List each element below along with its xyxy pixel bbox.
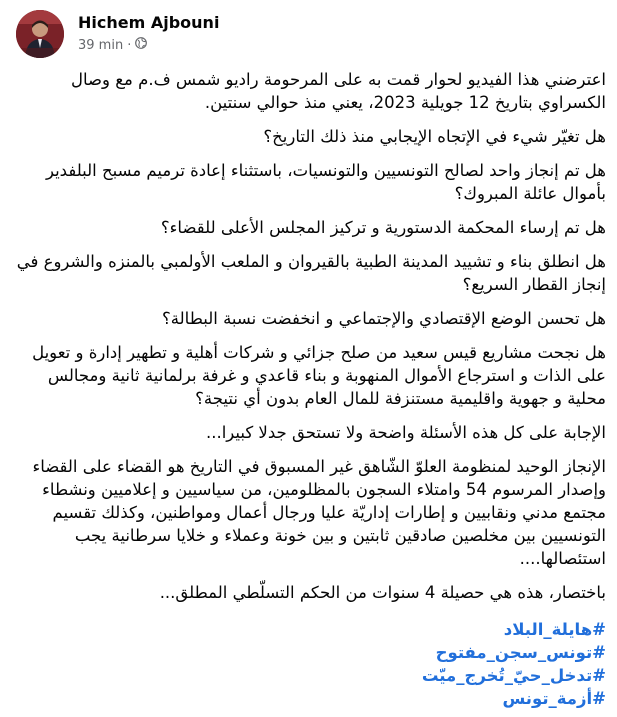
post-time[interactable]: 39 min: [78, 37, 124, 53]
post-body: [16, 68, 606, 710]
author-name[interactable]: Hichem Ajbouni: [78, 13, 220, 32]
post-paragraph: هل تم إنجاز واحد لصالح التونسيين والتونسيات، باستثناء إعادة ترميم مسبح البلفدير بأموال عائلة المبروك؟: [45, 161, 606, 203]
hashtag-link[interactable]: #أزمة_تونس: [502, 689, 606, 708]
hashtag-list: [16, 618, 606, 710]
post-paragraph: هل تحسن الوضع الإقتصادي والإجتماعي و انخفضت نسبة البطالة؟: [162, 309, 606, 328]
post-header: [16, 10, 601, 58]
hashtag-link[interactable]: #تدخل_حيّ_تُخرج_ميّت: [421, 666, 606, 685]
post-paragraph: هل انطلق بناء و تشييد المدينة الطبية بالقيروان و الملعب الأولمبي بالمنزه والشروع في إنجاز القطار السريع؟: [16, 252, 606, 294]
post-paragraph: الإجابة على كل هذه الأسئلة واضحة ولا تستحق جدلا كبيرا...: [205, 423, 606, 442]
post-paragraph: الإنجاز الوحيد لمنظومة العلوّ الشّاهق غير المسبوق في التاريخ هو القضاء على القضاء وإصدار المرسوم 54 وامتلاء السجون بالمظلومين، من سياسيين و إعلاميين ونشطاء مجتمع مدني ونقابيين و إطارات إداريّة عليا ورجال أعمال ومواطنين، وكذلك تقسيم التونسيين بين مخلصين صادقين ثابتين و بين خونة وعملاء و خلايا سرطانية يجب استئصالها....: [32, 457, 606, 568]
post-paragraph: باختصار، هذه هي حصيلة 4 سنوات من الحكم التسلّطي المطلق...: [159, 583, 606, 602]
post-paragraph: هل تم إرساء المحكمة الدستورية و تركيز المجلس الأعلى للقضاء؟: [160, 218, 606, 237]
post-paragraph: هل تغيّر شيء في الإتجاه الإيجابي منذ ذلك التاريخ؟: [263, 127, 606, 146]
post-meta: [78, 37, 147, 53]
post-paragraph: اعترضني هذا الفيديو لحوار قمت به على المرحومة راديو شمس ف.م مع وصال الكسراوي بتاريخ 12 جويلية 2023، يعني منذ حوالي سنتين.: [71, 70, 606, 112]
hashtag-link[interactable]: #هايلة_البلاد: [503, 620, 606, 639]
separator-dot: ·: [127, 37, 132, 53]
hashtag-link[interactable]: #تونس_سجن_مفتوح: [435, 643, 606, 662]
globe-icon[interactable]: [135, 37, 147, 53]
author-avatar[interactable]: [16, 10, 64, 58]
post-paragraph: هل نجحت مشاريع قيس سعيد من صلح جزائي و شركات أهلية و تطهير إدارة و تعويل على الذات و استرجاع الأموال المنهوبة و بناء قاعدي و غرفة برلمانية ثانية ومجالس محلية و جهوية واقليمية مستنزفة للمال العام بدون أي نتيجة؟: [32, 343, 606, 408]
